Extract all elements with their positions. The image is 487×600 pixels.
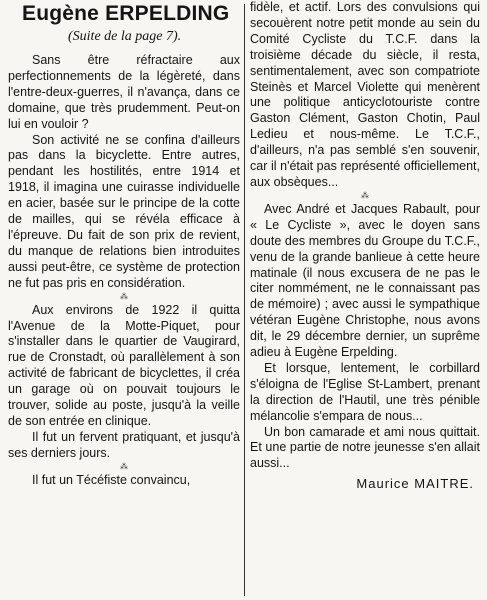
section-separator: ⁂ [361,190,369,200]
column-divider [244,4,245,596]
paragraph: Avec André et Jacques Rabault, pour « Le Cycliste », avec le doyen sans doute des membres du Groupe du T.C.F., venu de la grande banlieue à cette heure matinale (il nous excusera de ne pas le citer nommément, ne le connaissant pas de mémoire) ; avec aussi le sympathique vétéran Eugène Christophe, nous avons dit, le 29 décembre dernier, un suprême adieu à Eugène Erpelding. [250,201,480,360]
paragraph: Il fut un Técéfiste convaincu, [32,472,191,487]
continuation-note: (Suite de la page 7). [68,29,182,44]
article-title: Eugène ERPELDING [22,2,230,25]
paragraph: Il fut un fervent pratiquant, et jusqu'à ses derniers jours. [8,429,240,460]
left-column [8,0,240,600]
paragraph: Et lorsque, lentement, le corbillard s'éloigna de l'Eglise St-Lambert, prenant la direction de l'Hautil, une très pénible mélancolie s'empara de nous... [250,360,480,423]
section-separator: ⁂ [120,291,128,301]
paragraph: Un bon camarade et ami nous quittait. Et une partie de notre jeunesse s'en allait aussi... [250,424,480,471]
paragraph: Son activité ne se confina d'ailleurs pas dans la bicyclette. Entre autres, pendant les hostilités, entre 1914 et 1918, il imagina une cuirasse individuelle en acier, basée sur le principe de la cotte de mailles, qui se révéla efficace à l'épreuve. Du fait de son prix de revient, du manque de relations bien introduites aussi peut-être, ce système de protection ne fut pas pris en considération. [8,132,240,290]
right-column [250,0,480,600]
paragraph: Sans être réfractaire aux perfectionnements de la légèreté, dans l'entre-deux-guerres, il n'avança, dans ce domaine, que très prudemment. Peut-on lui en vouloir ? [8,53,240,131]
paragraph: Aux environs de 1922 il quitta l'Avenue de la Motte-Piquet, pour s'installer dans le quartier de Vaugirard, rue de Cronstadt, où parallèlement à son activité de fabricant de bicyclettes, il créa un garage où on pouvait toujours le trouver, solide au poste, jusqu'à la veille de son entrée en clinique. [8,302,240,428]
author-signature: Maurice MAITRE. [356,476,474,492]
paragraph: fidèle, et actif. Lors des convulsions qui secouèrent notre petit monde au sein du Comité Cycliste du T.C.F. dans la troisième décade du siècle, il resta, sentimentalement, avec son compatriote Steinès et Marcel Violette qui menèrent une politique anticyclotouriste contre Gaston Clément, Gaston Chotin, Paul Ledieu et nous-même. Le T.C.F., d'ailleurs, n'a pas semblé s'en souvenir, car il n'était pas représenté officiellement, aux obsèques... [250,0,480,189]
section-separator: ⁂ [120,461,128,471]
